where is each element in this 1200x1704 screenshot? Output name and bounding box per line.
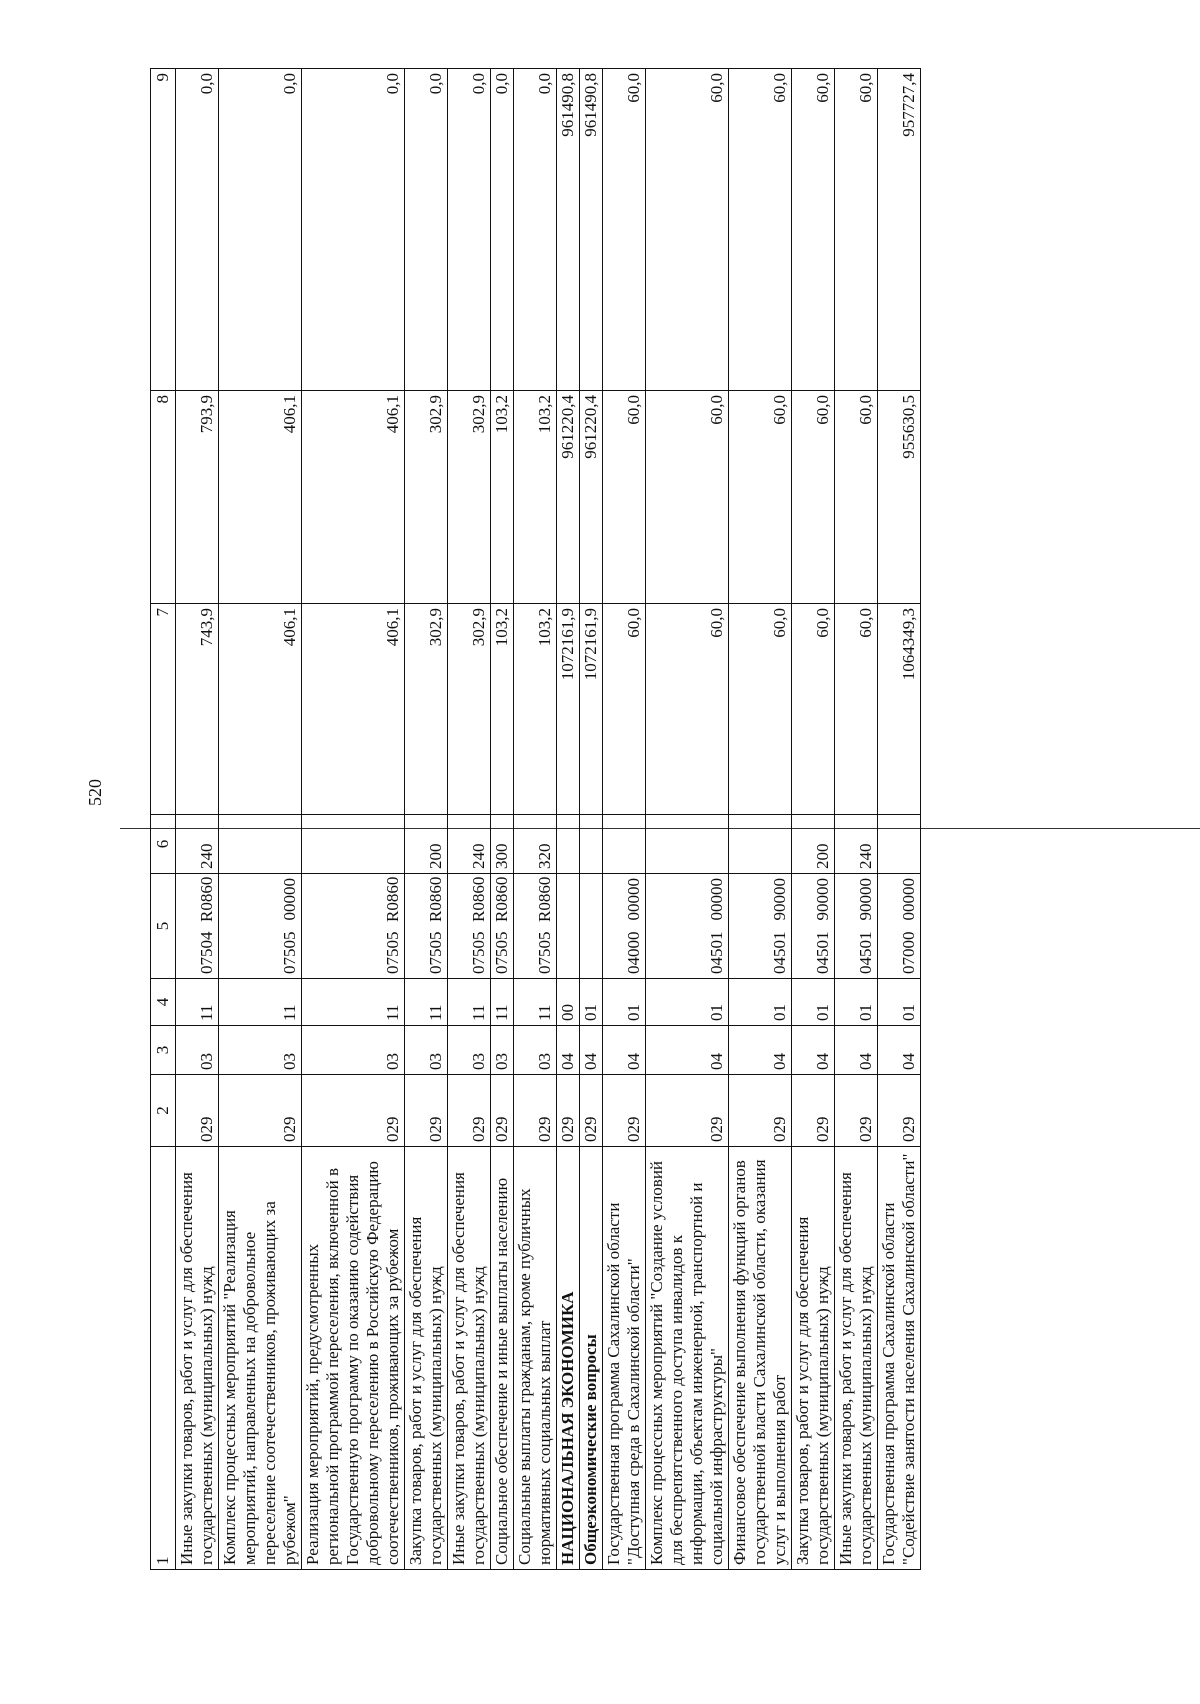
row-subsection-cell: 01 [603,979,646,1026]
row-amount-col8-cell: 103,2 [491,391,514,604]
row-amount-col8-cell: 60,0 [603,391,646,604]
row-program-cell: 07505 [405,926,448,979]
row-code-cell: 029 [557,1075,580,1147]
row-direction-cell: R0860 [302,874,405,927]
row-expense-type-cell: 320 [514,815,557,874]
row-amount-col7-cell: 60,0 [729,604,792,815]
table-row [302,69,405,1570]
row-name-cell: Закупка товаров, работ и услуг для обеспечения государственных (муниципальных) нужд [405,1147,448,1570]
row-amount-col8-cell: 406,1 [302,391,405,604]
row-amount-col9-cell: 961490,8 [557,69,580,391]
row-amount-col8-cell: 60,0 [835,391,878,604]
row-amount-col7-cell: 60,0 [603,604,646,815]
row-program-cell: 07505 [491,926,514,979]
row-amount-col8-cell: 406,1 [219,391,302,604]
row-name-cell: Комплекс процессных мероприятий "Создание условий для беспрепятственного доступа инвалидов к информации, объектам инженерной, транспортной и социальной инфраструктуры" [646,1147,729,1570]
row-section-cell: 03 [302,1026,405,1075]
row-direction-cell [557,874,580,927]
row-direction-cell: R0860 [491,874,514,927]
row-subsection-cell: 00 [557,979,580,1026]
row-name-cell: Государственная программа Сахалинской области "Доступная среда в Сахалинской области" [603,1147,646,1570]
row-name-cell: Иные закупки товаров, работ и услуг для обеспечения государственных (муниципальных) нужд [176,1147,219,1570]
row-expense-type-cell [557,815,580,874]
row-amount-col8-cell: 302,9 [405,391,448,604]
row-name-cell: Социальные выплаты гражданам, кроме публичных нормативных социальных выплат [514,1147,557,1570]
row-amount-col7-cell: 302,9 [448,604,491,815]
row-amount-col7-cell: 406,1 [302,604,405,815]
row-code-cell: 029 [792,1075,835,1147]
row-program-cell: 07000 [878,926,921,979]
row-amount-col7-cell: 406,1 [219,604,302,815]
row-subsection-cell: 01 [729,979,792,1026]
row-subsection-cell: 11 [491,979,514,1026]
row-amount-col9-cell: 0,0 [176,69,219,391]
row-amount-col7-cell: 743,9 [176,604,219,815]
row-section-cell: 04 [603,1026,646,1075]
row-program-cell [557,926,580,979]
row-name-cell: Государственная программа Сахалинской области "Содействие занятости населения Сахалинской области" [878,1147,921,1570]
row-name-cell: Иные закупки товаров, работ и услуг для обеспечения государственных (муниципальных) нужд [835,1147,878,1570]
row-expense-type-cell: 240 [448,815,491,874]
row-code-cell: 029 [491,1075,514,1147]
table-row [491,69,514,1570]
row-amount-col9-cell: 60,0 [792,69,835,391]
row-amount-col9-cell: 961490,8 [580,69,603,391]
table-row [176,69,219,1570]
row-amount-col7-cell: 60,0 [792,604,835,815]
row-section-cell: 03 [448,1026,491,1075]
row-name-cell: Комплекс процессных мероприятий "Реализация мероприятий, направленных на добровольное переселение соотечественников, проживающих за рубежом" [219,1147,302,1570]
row-amount-col8-cell: 793,9 [176,391,219,604]
row-code-cell: 029 [219,1075,302,1147]
row-program-cell: 04501 [835,926,878,979]
row-amount-col7-cell: 1072161,9 [580,604,603,815]
row-amount-col8-cell: 955630,5 [878,391,921,604]
row-section-cell: 03 [405,1026,448,1075]
row-program-cell: 04501 [792,926,835,979]
row-name-cell: Закупка товаров, работ и услуг для обеспечения государственных (муниципальных) нужд [792,1147,835,1570]
row-expense-type-cell: 240 [835,815,878,874]
row-amount-col9-cell: 60,0 [729,69,792,391]
row-subsection-cell: 01 [792,979,835,1026]
row-amount-col9-cell: 60,0 [603,69,646,391]
row-code-cell: 029 [405,1075,448,1147]
row-amount-col9-cell: 60,0 [646,69,729,391]
row-program-cell: 07505 [514,926,557,979]
row-direction-cell: 00000 [219,874,302,927]
row-subsection-cell: 11 [219,979,302,1026]
header-col-9: 9 [151,69,176,391]
row-code-cell: 029 [878,1075,921,1147]
header-col-3: 3 [151,1026,176,1075]
row-amount-col8-cell: 103,2 [514,391,557,604]
row-section-cell: 03 [514,1026,557,1075]
row-direction-cell [580,874,603,927]
row-code-cell: 029 [603,1075,646,1147]
row-expense-type-cell [646,815,729,874]
row-expense-type-cell [219,815,302,874]
row-program-cell: 07505 [302,926,405,979]
row-amount-col9-cell: 957727,4 [878,69,921,391]
row-name-cell: Иные закупки товаров, работ и услуг для обеспечения государственных (муниципальных) нужд [448,1147,491,1570]
row-subsection-cell: 11 [514,979,557,1026]
row-program-cell [580,926,603,979]
table-row [835,69,878,1570]
row-code-cell: 029 [302,1075,405,1147]
rotated-budget-table-container [150,68,921,1570]
row-program-cell: 04000 [603,926,646,979]
header-col-4: 4 [151,979,176,1026]
row-section-cell: 04 [557,1026,580,1075]
row-code-cell: 029 [176,1075,219,1147]
row-subsection-cell: 01 [580,979,603,1026]
row-amount-col8-cell: 60,0 [792,391,835,604]
row-section-cell: 03 [176,1026,219,1075]
header-col-1: 1 [151,1147,176,1570]
table-row [878,69,921,1570]
row-direction-cell: 00000 [646,874,729,927]
row-subsection-cell: 11 [405,979,448,1026]
row-expense-type-cell: 200 [792,815,835,874]
table-row [557,69,580,1570]
row-program-cell: 04501 [729,926,792,979]
row-amount-col7-cell: 302,9 [405,604,448,815]
table-row [405,69,448,1570]
budget-table [150,68,921,1570]
row-subsection-cell: 01 [835,979,878,1026]
row-amount-col8-cell: 302,9 [448,391,491,604]
row-section-cell: 04 [835,1026,878,1075]
row-direction-cell: 90000 [792,874,835,927]
row-amount-col8-cell: 961220,4 [557,391,580,604]
row-code-cell: 029 [646,1075,729,1147]
row-code-cell: 029 [514,1075,557,1147]
row-program-cell: 07504 [176,926,219,979]
row-section-cell: 03 [219,1026,302,1075]
row-name-cell: Финансовое обеспечение выполнения функций органов государственной власти Сахалинской области, оказания услуг и выполнения работ [729,1147,792,1570]
row-subsection-cell: 11 [448,979,491,1026]
row-code-cell: 029 [835,1075,878,1147]
row-amount-col9-cell: 0,0 [219,69,302,391]
row-subsection-cell: 01 [878,979,921,1026]
row-section-cell: 04 [580,1026,603,1075]
row-section-cell: 04 [878,1026,921,1075]
row-subsection-cell: 11 [302,979,405,1026]
table-body [176,69,921,1570]
table-row [729,69,792,1570]
row-amount-col9-cell: 60,0 [835,69,878,391]
row-expense-type-cell [729,815,792,874]
header-col-5: 5 [151,874,176,979]
row-section-cell: 04 [646,1026,729,1075]
row-code-cell: 029 [729,1075,792,1147]
row-direction-cell: 90000 [729,874,792,927]
row-amount-col8-cell: 60,0 [729,391,792,604]
table-row [514,69,557,1570]
row-section-cell: 04 [729,1026,792,1075]
row-amount-col9-cell: 0,0 [448,69,491,391]
row-program-cell: 04501 [646,926,729,979]
row-amount-col7-cell: 103,2 [491,604,514,815]
header-col-7: 7 [151,604,176,815]
page-number: 520 [85,779,105,806]
row-direction-cell: R0860 [176,874,219,927]
table-row [219,69,302,1570]
row-amount-col8-cell: 60,0 [646,391,729,604]
row-direction-cell: R0860 [405,874,448,927]
row-amount-col7-cell: 60,0 [835,604,878,815]
row-direction-cell: 90000 [835,874,878,927]
row-amount-col7-cell: 103,2 [514,604,557,815]
row-section-cell: 03 [491,1026,514,1075]
row-expense-type-cell: 300 [491,815,514,874]
row-amount-col7-cell: 60,0 [646,604,729,815]
row-amount-col9-cell: 0,0 [491,69,514,391]
row-section-cell: 04 [792,1026,835,1075]
row-name-cell: Социальное обеспечение и иные выплаты населению [491,1147,514,1570]
table-row [580,69,603,1570]
row-expense-type-cell [302,815,405,874]
table-row [646,69,729,1570]
row-amount-col8-cell: 961220,4 [580,391,603,604]
row-code-cell: 029 [580,1075,603,1147]
row-amount-col9-cell: 0,0 [405,69,448,391]
row-amount-col9-cell: 0,0 [514,69,557,391]
row-code-cell: 029 [448,1075,491,1147]
row-name-cell: НАЦИОНАЛЬНАЯ ЭКОНОМИКА [557,1147,580,1570]
row-subsection-cell: 11 [176,979,219,1026]
row-expense-type-cell [878,815,921,874]
row-program-cell: 07505 [448,926,491,979]
row-expense-type-cell: 200 [405,815,448,874]
header-row [151,69,176,1570]
header-col-8: 8 [151,391,176,604]
row-expense-type-cell: 240 [176,815,219,874]
row-expense-type-cell [603,815,646,874]
row-amount-col7-cell: 1064349,3 [878,604,921,815]
header-col-6: 6 [151,815,176,874]
row-name-cell: Реализация мероприятий, предусмотренных региональной программой переселения, включенной в Государственную программу по оказанию содействия добровольному переселению в Российскую Федерацию соотечественников, проживающих за рубежом [302,1147,405,1570]
row-subsection-cell: 01 [646,979,729,1026]
row-program-cell: 07505 [219,926,302,979]
table-row [603,69,646,1570]
row-amount-col9-cell: 0,0 [302,69,405,391]
row-direction-cell: R0860 [514,874,557,927]
row-direction-cell: 00000 [603,874,646,927]
row-direction-cell: R0860 [448,874,491,927]
table-row [448,69,491,1570]
row-expense-type-cell [580,815,603,874]
row-name-cell: Общеэкономические вопросы [580,1147,603,1570]
header-col-2: 2 [151,1075,176,1147]
table-row [792,69,835,1570]
row-amount-col7-cell: 1072161,9 [557,604,580,815]
row-direction-cell: 00000 [878,874,921,927]
